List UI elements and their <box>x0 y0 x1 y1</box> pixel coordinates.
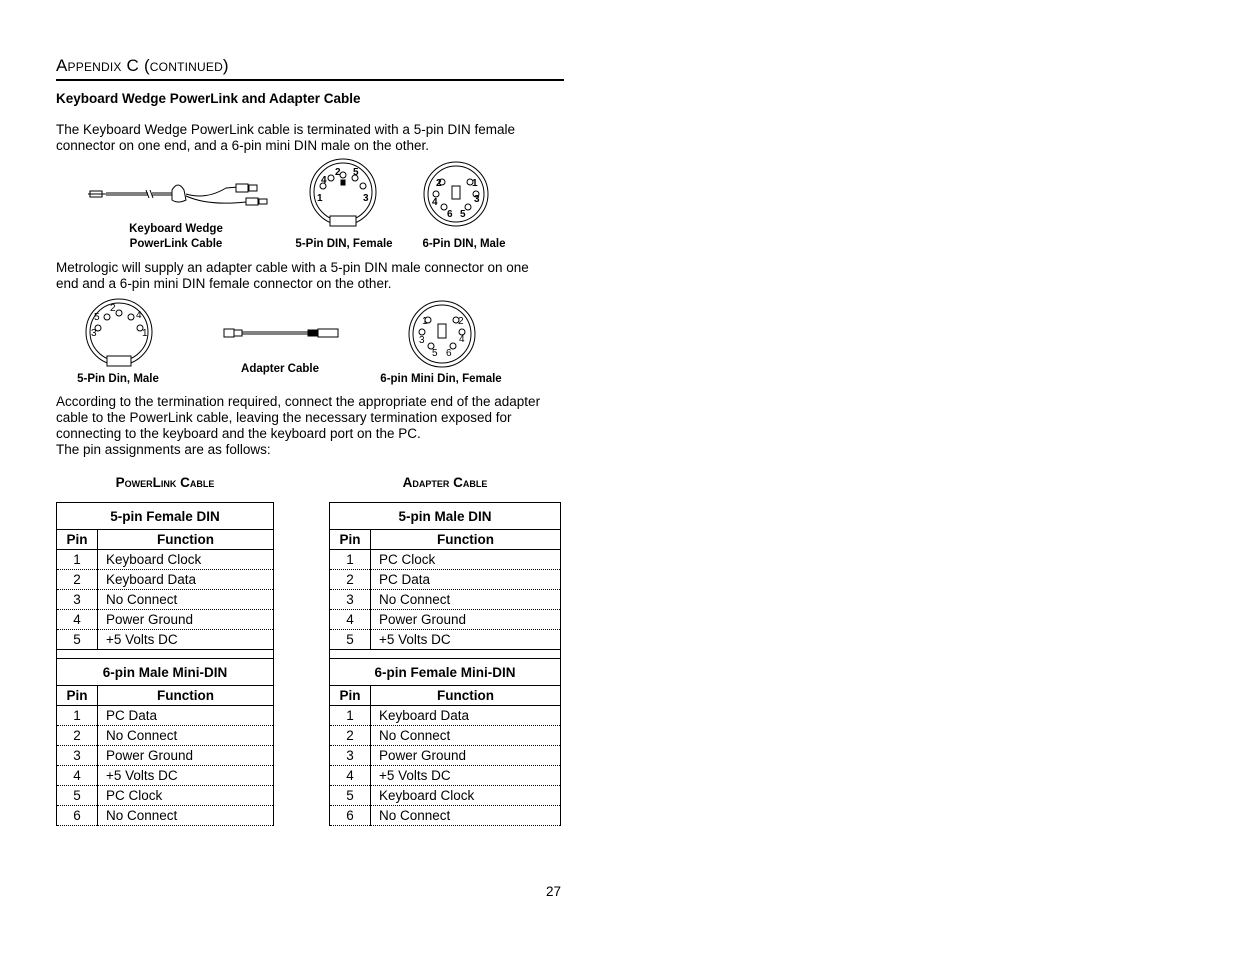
table-spacer <box>330 650 561 659</box>
termination-line: According to the termination required, connect the appropriate end of the adapter <box>56 394 541 409</box>
pin-header: Pin <box>330 530 371 550</box>
pin-cell: 1 <box>57 706 98 726</box>
function-cell: PC Data <box>98 706 274 726</box>
function-cell: No Connect <box>98 806 274 826</box>
powerlink-cable-caption <box>110 222 242 252</box>
adapter-line: Metrologic will supply an adapter cable with a 5-pin DIN male connector on one <box>56 260 529 275</box>
pin-cell: 2 <box>330 570 371 590</box>
din6-male-caption: 6-Pin DIN, Male <box>422 238 506 250</box>
function-cell: Keyboard Data <box>371 706 561 726</box>
svg-text:5: 5 <box>460 209 466 220</box>
function-cell: Keyboard Clock <box>98 550 274 570</box>
table-spacer <box>57 650 274 659</box>
table-section-title: 5-pin Female DIN <box>57 503 274 530</box>
function-cell: Power Ground <box>371 746 561 766</box>
table-row <box>57 630 274 650</box>
svg-text:3: 3 <box>91 328 97 339</box>
svg-text:2: 2 <box>458 316 464 327</box>
pin-cell: 4 <box>330 766 371 786</box>
table-row <box>330 550 561 570</box>
function-cell: PC Data <box>371 570 561 590</box>
pin-cell: 1 <box>330 550 371 570</box>
table-row <box>57 806 274 826</box>
intro-line: The Keyboard Wedge PowerLink cable is terminated with a 5-pin DIN female <box>56 122 515 137</box>
table-row <box>330 746 561 766</box>
table-row <box>330 630 561 650</box>
table-row <box>330 570 561 590</box>
pin-header: Pin <box>57 686 98 706</box>
termination-line: cable to the PowerLink cable, leaving the necessary termination exposed for <box>56 410 512 425</box>
svg-text:5: 5 <box>353 167 359 178</box>
svg-text:4: 4 <box>459 334 465 345</box>
pin-cell: 1 <box>57 550 98 570</box>
table-section-title: 5-pin Male DIN <box>330 503 561 530</box>
table-row <box>57 610 274 630</box>
section-subheading: Keyboard Wedge PowerLink and Adapter Cable <box>56 91 361 106</box>
function-cell: No Connect <box>371 590 561 610</box>
function-cell: PC Clock <box>371 550 561 570</box>
function-cell: +5 Volts DC <box>98 766 274 786</box>
svg-text:1: 1 <box>142 328 148 339</box>
heading-text: Appendix C (continued) <box>56 56 229 75</box>
powerlink-cable-illustration <box>86 176 276 212</box>
function-cell: Keyboard Data <box>98 570 274 590</box>
function-cell: Power Ground <box>98 610 274 630</box>
function-header: Function <box>371 686 561 706</box>
termination-paragraph <box>56 394 566 458</box>
function-cell: +5 Volts DC <box>371 766 561 786</box>
svg-text:2: 2 <box>110 303 116 314</box>
pin-cell: 3 <box>57 746 98 766</box>
caption-line: PowerLink Cable <box>129 238 223 250</box>
svg-text:1: 1 <box>317 193 323 204</box>
table-row <box>330 726 561 746</box>
termination-line: connecting to the keyboard and the keyboard port on the PC. <box>56 426 421 441</box>
din6-male-diagram <box>420 160 492 230</box>
table-section-title: 6-pin Male Mini-DIN <box>57 659 274 686</box>
function-cell: No Connect <box>371 726 561 746</box>
intro-line: connector on one end, and a 6-pin mini DIN male on the other. <box>56 138 429 153</box>
pin-cell: 3 <box>330 746 371 766</box>
pin-cell: 2 <box>330 726 371 746</box>
pin-cell: 1 <box>330 706 371 726</box>
svg-text:1: 1 <box>422 316 428 327</box>
pin-cell: 6 <box>330 806 371 826</box>
table-row <box>57 550 274 570</box>
table-section-title: 6-pin Female Mini-DIN <box>330 659 561 686</box>
table-row <box>57 590 274 610</box>
adapter-line: end and a 6-pin mini DIN female connector on the other. <box>56 276 392 291</box>
function-header: Function <box>371 530 561 550</box>
svg-text:5: 5 <box>94 312 100 323</box>
svg-text:6: 6 <box>447 209 453 220</box>
pin-cell: 6 <box>57 806 98 826</box>
pin-cell: 5 <box>330 786 371 806</box>
din5-female-caption: 5-Pin DIN, Female <box>295 238 393 250</box>
pin-cell: 5 <box>330 630 371 650</box>
pin-cell: 4 <box>57 766 98 786</box>
svg-text:3: 3 <box>363 193 369 204</box>
table-row <box>330 706 561 726</box>
table-row <box>330 610 561 630</box>
termination-line: The pin assignments are as follows: <box>56 442 271 457</box>
pin-cell: 5 <box>57 786 98 806</box>
function-cell: Keyboard Clock <box>371 786 561 806</box>
function-header: Function <box>98 530 274 550</box>
mini6-female-caption: 6-pin Mini Din, Female <box>380 373 502 385</box>
mini6-female-diagram <box>406 298 478 370</box>
pin-cell: 2 <box>57 570 98 590</box>
table-row <box>330 806 561 826</box>
pin-cell: 3 <box>330 590 371 610</box>
svg-text:4: 4 <box>432 197 438 208</box>
adapter-pin-table <box>329 502 561 826</box>
svg-text:6: 6 <box>446 348 452 359</box>
function-cell: +5 Volts DC <box>98 630 274 650</box>
adapter-table-title: Adapter Cable <box>402 475 488 490</box>
din5-male-diagram <box>82 298 158 370</box>
function-cell: Power Ground <box>371 610 561 630</box>
svg-text:2: 2 <box>335 167 341 178</box>
table-row <box>330 590 561 610</box>
pin-header: Pin <box>57 530 98 550</box>
table-row <box>57 570 274 590</box>
function-cell: No Connect <box>98 590 274 610</box>
svg-text:4: 4 <box>321 175 327 186</box>
svg-text:4: 4 <box>136 310 142 321</box>
svg-text:5: 5 <box>432 348 438 359</box>
function-cell: +5 Volts DC <box>371 630 561 650</box>
pin-cell: 3 <box>57 590 98 610</box>
function-cell: No Connect <box>98 726 274 746</box>
table-row <box>330 766 561 786</box>
function-cell: No Connect <box>371 806 561 826</box>
function-cell: PC Clock <box>98 786 274 806</box>
pin-cell: 4 <box>57 610 98 630</box>
adapter-cable-illustration <box>222 326 344 340</box>
adapter-cable-caption: Adapter Cable <box>241 363 319 375</box>
din5-male-caption: 5-Pin Din, Male <box>77 373 159 385</box>
din5-female-diagram <box>305 158 381 230</box>
intro-paragraph <box>56 122 566 154</box>
page-heading <box>56 56 564 81</box>
pin-header: Pin <box>330 686 371 706</box>
function-cell: Power Ground <box>98 746 274 766</box>
page-number: 27 <box>546 884 562 899</box>
svg-text:1: 1 <box>472 178 478 189</box>
table-row <box>57 706 274 726</box>
powerlink-pin-table <box>56 502 274 826</box>
caption-line: Keyboard Wedge <box>129 223 223 235</box>
table-row <box>57 766 274 786</box>
function-header: Function <box>98 686 274 706</box>
table-row <box>330 786 561 806</box>
svg-text:3: 3 <box>419 335 425 346</box>
table-row <box>57 726 274 746</box>
pin-cell: 2 <box>57 726 98 746</box>
svg-text:3: 3 <box>474 194 480 205</box>
adapter-paragraph <box>56 260 566 292</box>
table-row <box>57 786 274 806</box>
table-row <box>57 746 274 766</box>
svg-text:2: 2 <box>436 178 442 189</box>
powerlink-table-title: PowerLink Cable <box>115 475 215 490</box>
pin-cell: 5 <box>57 630 98 650</box>
pin-cell: 4 <box>330 610 371 630</box>
